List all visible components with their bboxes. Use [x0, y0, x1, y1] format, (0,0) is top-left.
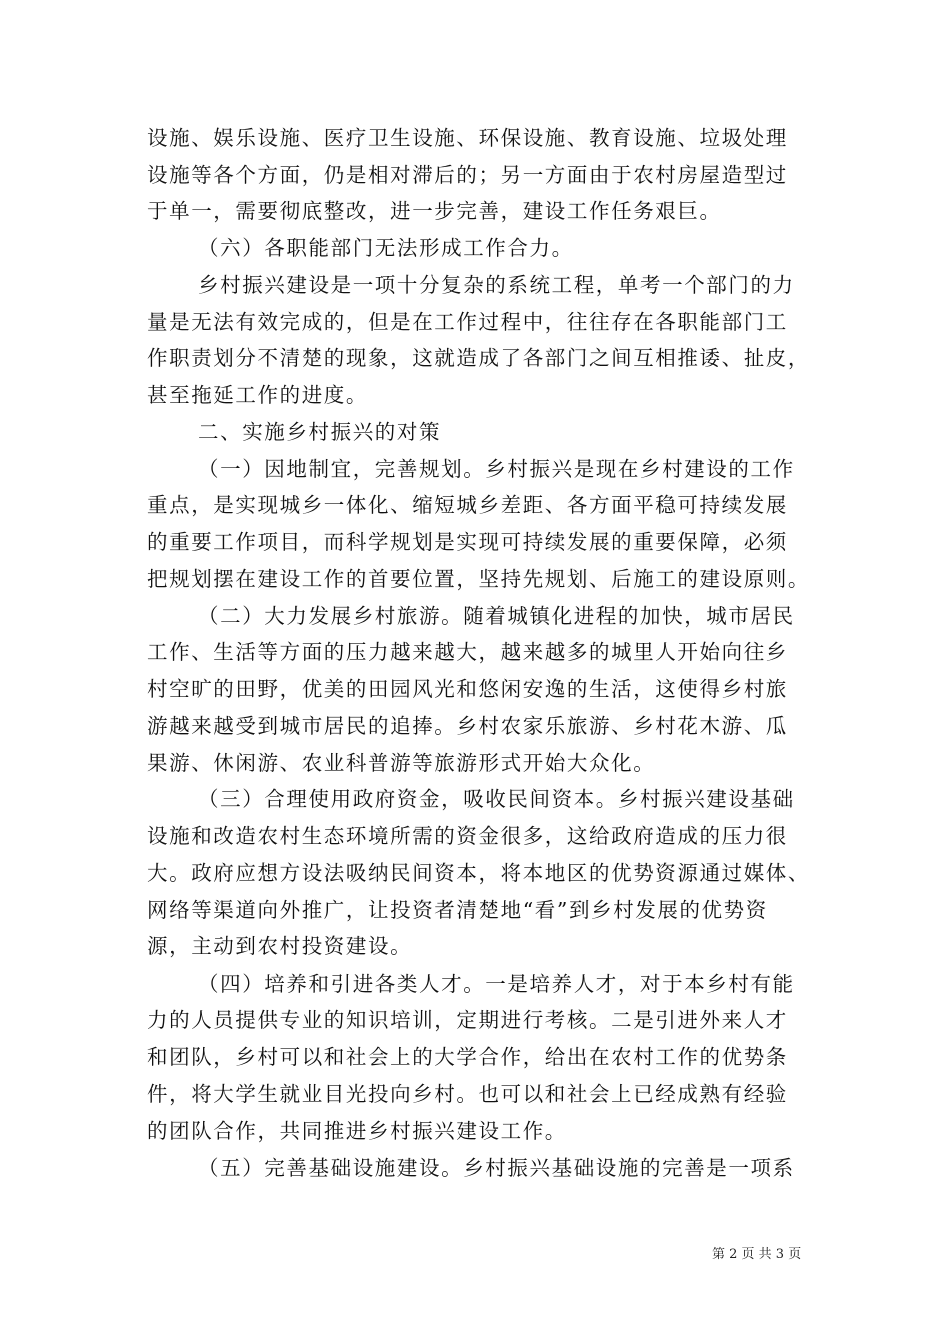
body-text-line: 和团队，乡村可以和社会上的大学合作，给出在农村工作的优势条	[147, 1045, 788, 1069]
body-text-line: （五）完善基础设施建设。乡村振兴基础设施的完善是一项系	[198, 1156, 795, 1180]
body-text-line: 的团队合作，共同推进乡村振兴建设工作。	[147, 1119, 567, 1143]
section-heading: 二、实施乡村振兴的对策	[198, 420, 442, 444]
body-text-line: 设施和改造农村生态环境所需的资金很多，这给政府造成的压力很	[147, 824, 788, 848]
body-text-line: 重点，是实现城乡一体化、缩短城乡差距、各方面平稳可持续发展	[147, 493, 788, 517]
body-text-line: 作职责划分不清楚的现象，这就造成了各部门之间互相推诿、扯皮，	[147, 346, 810, 370]
body-text-line: 源，主动到农村投资建设。	[147, 934, 413, 958]
body-text-line: 网络等渠道向外推广，让投资者清楚地“看”到乡村发展的优势资	[147, 898, 768, 922]
body-text-line: （二）大力发展乡村旅游。随着城镇化进程的加快，城市居民	[198, 604, 795, 628]
body-text-line: 游越来越受到城市居民的追捧。乡村农家乐旅游、乡村花木游、瓜	[147, 714, 788, 738]
body-text-line: 量是无法有效完成的，但是在工作过程中，往往存在各职能部门工	[147, 310, 788, 334]
body-text-line: （四）培养和引进各类人才。一是培养人才，对于本乡村有能	[198, 972, 795, 996]
section-subheading: （六）各职能部门无法形成工作合力。	[198, 236, 574, 260]
body-text-line: 果游、休闲游、农业科普游等旅游形式开始大众化。	[147, 751, 656, 775]
body-text-line: 村空旷的田野，优美的田园风光和悠闲安逸的生活，这使得乡村旅	[147, 677, 788, 701]
body-text-line: 乡村振兴建设是一项十分复杂的系统工程，单考一个部门的力	[198, 273, 795, 297]
body-text-line: 件，将大学生就业目光投向乡村。也可以和社会上已经成熟有经验	[147, 1082, 788, 1106]
body-text-line: 力的人员提供专业的知识培训，定期进行考核。二是引进外来人才	[147, 1008, 788, 1032]
body-text-line: 把规划摆在建设工作的首要位置，坚持先规划、后施工的建设原则。	[147, 567, 810, 591]
body-text-line: 工作、生活等方面的压力越来越大，越来越多的城里人开始向往乡	[147, 640, 788, 664]
body-text-line: 于单一，需要彻底整改，进一步完善，建设工作任务艰巨。	[147, 199, 722, 223]
body-text-line: （三）合理使用政府资金，吸收民间资本。乡村振兴建设基础	[198, 787, 795, 811]
body-text-line: 设施等各个方面，仍是相对滞后的；另一方面由于农村房屋造型过	[147, 163, 788, 187]
body-text-line: （一）因地制宜，完善规划。乡村振兴是现在乡村建设的工作	[198, 457, 795, 481]
body-text-line: 的重要工作项目，而科学规划是实现可持续发展的重要保障，必须	[147, 530, 788, 554]
body-text-line: 设施、娱乐设施、医疗卫生设施、环保设施、教育设施、垃圾处理	[147, 126, 788, 150]
body-text-line: 大。政府应想方设法吸纳民间资本，将本地区的优势资源通过媒体、	[147, 861, 810, 885]
body-text-line: 甚至拖延工作的进度。	[147, 383, 368, 407]
page-number: 第 2 页 共 3 页	[712, 1247, 802, 1262]
